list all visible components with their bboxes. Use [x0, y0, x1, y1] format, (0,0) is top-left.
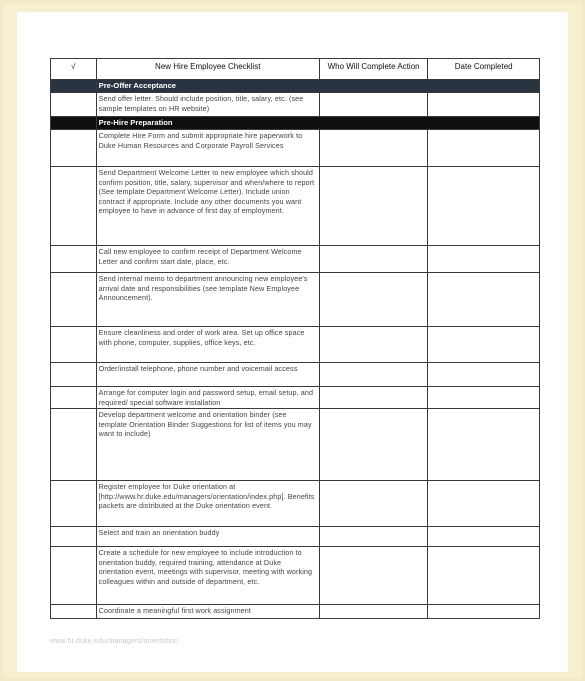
date-cell[interactable] — [428, 387, 540, 409]
task-cell: Select and train an orientation buddy — [96, 527, 319, 547]
table-row — [51, 273, 540, 327]
checkbox-cell[interactable] — [51, 387, 97, 409]
section-row-pre-offer — [51, 80, 540, 93]
task-cell: Send internal memo to department announcing new employee's arrival date and responsibilities (see template New Employee Announcement). — [96, 273, 319, 327]
table-row — [51, 527, 540, 547]
task-cell: Coordinate a meaningful first work assignment — [96, 605, 319, 619]
table-row — [51, 167, 540, 246]
date-cell[interactable] — [428, 93, 540, 117]
date-cell[interactable] — [428, 130, 540, 167]
who-cell[interactable] — [319, 130, 428, 167]
table-row — [51, 93, 540, 117]
who-cell[interactable] — [319, 327, 428, 363]
table-row — [51, 327, 540, 363]
date-cell[interactable] — [428, 605, 540, 619]
checkbox-cell[interactable] — [51, 527, 97, 547]
date-cell[interactable] — [428, 167, 540, 246]
date-column-header: Date Completed — [428, 59, 540, 80]
table-row — [51, 409, 540, 481]
who-cell[interactable] — [319, 363, 428, 387]
who-column-header: Who Will Complete Action — [319, 59, 428, 80]
date-cell[interactable] — [428, 547, 540, 605]
task-cell: Send Department Welcome Letter to new employee which should confirm position, title, salary, supervisor and when/where to report (See template Department Welcome Letter). Include union contract if appropriate. Include any other documents you want employee to have in advance of first day of employment. — [96, 167, 319, 246]
who-cell[interactable] — [319, 273, 428, 327]
checkbox-cell[interactable] — [51, 409, 97, 481]
checkbox-cell[interactable] — [51, 167, 97, 246]
checkbox-cell[interactable] — [51, 363, 97, 387]
task-cell: Register employee for Duke orientation at [http://www.hr.duke.edu/managers/orientation/index.php]. Benefits packets are distributed at the Duke orientation event. — [96, 481, 319, 527]
task-cell: Arrange for computer login and password setup, email setup, and required/ special software installation — [96, 387, 319, 409]
task-cell: Develop department welcome and orientation binder (see template Orientation Binder Suggestions for list of items you may want to include) — [96, 409, 319, 481]
checkbox-cell[interactable] — [51, 605, 97, 619]
checkbox-cell[interactable] — [51, 327, 97, 363]
who-cell[interactable] — [319, 409, 428, 481]
table-row — [51, 481, 540, 527]
who-cell[interactable] — [319, 547, 428, 605]
checkbox-cell[interactable] — [51, 246, 97, 273]
section-title: Pre-Offer Acceptance — [96, 80, 539, 93]
section-row-pre-hire — [51, 117, 540, 130]
date-cell[interactable] — [428, 273, 540, 327]
who-cell[interactable] — [319, 246, 428, 273]
date-cell[interactable] — [428, 327, 540, 363]
who-cell[interactable] — [319, 605, 428, 619]
who-cell[interactable] — [319, 481, 428, 527]
header-row — [51, 59, 540, 80]
checkbox-cell[interactable] — [51, 547, 97, 605]
section-check-cell — [51, 117, 97, 130]
task-cell: Order/install telephone, phone number and voicemail access — [96, 363, 319, 387]
checklist-table — [50, 58, 540, 619]
checkbox-cell[interactable] — [51, 273, 97, 327]
section-check-cell — [51, 80, 97, 93]
who-cell[interactable] — [319, 387, 428, 409]
task-cell: Create a schedule for new employee to include introduction to orientation buddy, required training, attendance at Duke orientation event, meetings with supervisor, meeting with working colleagues within and outside of department, etc. — [96, 547, 319, 605]
table-row — [51, 605, 540, 619]
task-cell: Complete Hire Form and submit appropriate hire paperwork to Duke Human Resources and Corporate Payroll Services — [96, 130, 319, 167]
document-page — [17, 12, 568, 672]
checkbox-cell[interactable] — [51, 481, 97, 527]
date-cell[interactable] — [428, 409, 540, 481]
date-cell[interactable] — [428, 527, 540, 547]
task-cell: Ensure cleanliness and order of work area. Set up office space with phone, computer, supplies, office keys, etc. — [96, 327, 319, 363]
task-cell: Call new employee to confirm receipt of Department Welcome Letter and confirm start date, place, etc. — [96, 246, 319, 273]
table-row — [51, 547, 540, 605]
date-cell[interactable] — [428, 481, 540, 527]
date-cell[interactable] — [428, 363, 540, 387]
who-cell[interactable] — [319, 527, 428, 547]
footnote-link: www.hr.duke.edu/managers/orientation — [50, 638, 179, 645]
task-cell: Send offer letter. Should include position, title, salary, etc. (see sample templates on HR website) — [96, 93, 319, 117]
table-row — [51, 130, 540, 167]
table-row — [51, 387, 540, 409]
checkbox-cell[interactable] — [51, 130, 97, 167]
section-title: Pre-Hire Preparation — [96, 117, 539, 130]
table-row — [51, 363, 540, 387]
date-cell[interactable] — [428, 246, 540, 273]
image-frame — [3, 3, 582, 678]
check-column-header: √ — [51, 59, 97, 80]
checkbox-cell[interactable] — [51, 93, 97, 117]
who-cell[interactable] — [319, 167, 428, 246]
task-column-header: New Hire Employee Checklist — [96, 59, 319, 80]
who-cell[interactable] — [319, 93, 428, 117]
table-row — [51, 246, 540, 273]
